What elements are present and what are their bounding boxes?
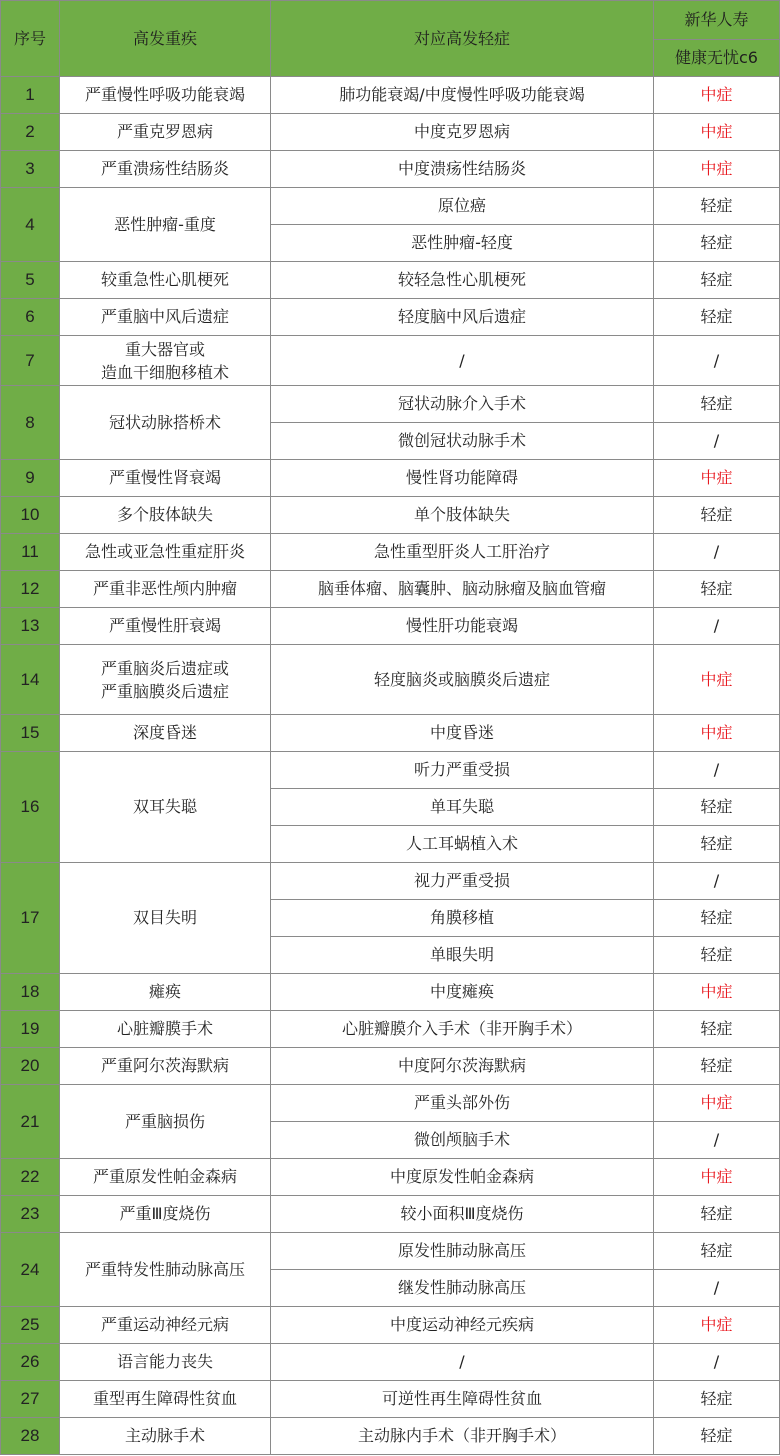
coverage-type-cell: 中症 bbox=[654, 1085, 780, 1122]
severe-illness-cell bbox=[60, 974, 271, 1011]
coverage-type-cell: 轻症 bbox=[654, 826, 780, 863]
coverage-type-cell: / bbox=[654, 863, 780, 900]
severe-illness-cell bbox=[60, 497, 271, 534]
severe-illness-cell bbox=[60, 534, 271, 571]
row-number: 10 bbox=[1, 497, 60, 534]
table-row bbox=[1, 645, 780, 715]
table-row bbox=[1, 77, 780, 114]
mild-illness-cell: 中度瘫痪 bbox=[271, 974, 654, 1011]
row-number: 13 bbox=[1, 608, 60, 645]
table-row bbox=[1, 571, 780, 608]
table-row bbox=[1, 460, 780, 497]
severe-illness-cell bbox=[60, 608, 271, 645]
table-row bbox=[1, 608, 780, 645]
table-row bbox=[1, 188, 780, 225]
mild-illness-cell: 轻度脑炎或脑膜炎后遗症 bbox=[271, 645, 654, 715]
header-company: 新华人寿 bbox=[654, 1, 780, 40]
severe-illness-cell bbox=[60, 299, 271, 336]
table-row bbox=[1, 1011, 780, 1048]
table-row bbox=[1, 1307, 780, 1344]
severe-illness-cell bbox=[60, 77, 271, 114]
coverage-type-cell: / bbox=[654, 336, 780, 386]
coverage-type-cell: 中症 bbox=[654, 1307, 780, 1344]
severe-illness-name: 严重脑膜炎后遗症 bbox=[100, 681, 229, 701]
mild-illness-cell: 人工耳蜗植入术 bbox=[271, 826, 654, 863]
severe-illness-cell bbox=[60, 1344, 271, 1381]
mild-illness-cell: 中度阿尔茨海默病 bbox=[271, 1048, 654, 1085]
table-row bbox=[1, 1344, 780, 1381]
severe-illness-name: 严重慢性呼吸功能衰竭 bbox=[84, 85, 245, 104]
row-number: 25 bbox=[1, 1307, 60, 1344]
severe-illness-name: 较重急性心肌梗死 bbox=[100, 270, 229, 289]
row-number: 15 bbox=[1, 715, 60, 752]
coverage-type-cell: 轻症 bbox=[654, 789, 780, 826]
coverage-type-cell: 轻症 bbox=[654, 1048, 780, 1085]
severe-illness-cell bbox=[60, 114, 271, 151]
mild-illness-cell: 恶性肿瘤-轻度 bbox=[271, 225, 654, 262]
table-row bbox=[1, 1048, 780, 1085]
coverage-type-cell: 轻症 bbox=[654, 1011, 780, 1048]
mild-illness-cell: 慢性肝功能衰竭 bbox=[271, 608, 654, 645]
row-number: 22 bbox=[1, 1159, 60, 1196]
row-number: 20 bbox=[1, 1048, 60, 1085]
table-row bbox=[1, 1085, 780, 1122]
severe-illness-cell bbox=[60, 1085, 271, 1159]
severe-illness-name: 瘫痪 bbox=[148, 982, 181, 1001]
coverage-type-cell: 轻症 bbox=[654, 188, 780, 225]
severe-illness-cell bbox=[60, 188, 271, 262]
table-row bbox=[1, 1159, 780, 1196]
mild-illness-cell: 轻度脑中风后遗症 bbox=[271, 299, 654, 336]
table-row bbox=[1, 336, 780, 386]
coverage-type-cell: 中症 bbox=[654, 715, 780, 752]
coverage-type-cell: 中症 bbox=[654, 151, 780, 188]
table-row bbox=[1, 752, 780, 789]
severe-illness-cell bbox=[60, 1011, 271, 1048]
mild-illness-cell: 单耳失聪 bbox=[271, 789, 654, 826]
row-number: 18 bbox=[1, 974, 60, 1011]
table-row bbox=[1, 974, 780, 1011]
table-row bbox=[1, 114, 780, 151]
mild-illness-cell: 中度运动神经元疾病 bbox=[271, 1307, 654, 1344]
mild-illness-cell: 脑垂体瘤、脑囊肿、脑动脉瘤及脑血管瘤 bbox=[271, 571, 654, 608]
table-row bbox=[1, 863, 780, 900]
coverage-type-cell: / bbox=[654, 752, 780, 789]
row-number: 16 bbox=[1, 752, 60, 863]
row-number: 21 bbox=[1, 1085, 60, 1159]
row-number: 5 bbox=[1, 262, 60, 299]
coverage-type-cell: 轻症 bbox=[654, 386, 780, 423]
mild-illness-cell: 较轻急性心肌梗死 bbox=[271, 262, 654, 299]
table-row bbox=[1, 262, 780, 299]
severe-illness-cell bbox=[60, 752, 271, 863]
severe-illness-name: 严重克罗恩病 bbox=[116, 122, 213, 141]
severe-illness-cell bbox=[60, 1233, 271, 1307]
coverage-type-cell: 轻症 bbox=[654, 1196, 780, 1233]
coverage-type-cell: 中症 bbox=[654, 645, 780, 715]
severe-illness-name: 恶性肿瘤-重度 bbox=[114, 214, 216, 234]
mild-illness-cell: 急性重型肝炎人工肝治疗 bbox=[271, 534, 654, 571]
mild-illness-cell: 继发性肺动脉高压 bbox=[271, 1270, 654, 1307]
table-row bbox=[1, 1381, 780, 1418]
table-row bbox=[1, 151, 780, 188]
severe-illness-name: 严重特发性肺动脉高压 bbox=[84, 1259, 245, 1279]
severe-illness-name: 语言能力丧失 bbox=[116, 1352, 213, 1371]
header-seq: 序号 bbox=[1, 1, 60, 77]
severe-illness-name: 重大器官或 bbox=[124, 339, 205, 359]
severe-illness-name: 多个肢体缺失 bbox=[116, 505, 213, 524]
row-number: 2 bbox=[1, 114, 60, 151]
severe-illness-name: 严重原发性帕金森病 bbox=[92, 1167, 237, 1186]
severe-illness-cell bbox=[60, 715, 271, 752]
mild-illness-cell: 原位癌 bbox=[271, 188, 654, 225]
coverage-type-cell: / bbox=[654, 423, 780, 460]
row-number: 9 bbox=[1, 460, 60, 497]
table-row bbox=[1, 1196, 780, 1233]
header-mild-illness: 对应高发轻症 bbox=[271, 1, 654, 77]
severe-illness-name: 主动脉手术 bbox=[124, 1426, 205, 1445]
mild-illness-cell: 可逆性再生障碍性贫血 bbox=[271, 1381, 654, 1418]
table-row bbox=[1, 1418, 780, 1455]
row-number: 26 bbox=[1, 1344, 60, 1381]
coverage-type-cell: 轻症 bbox=[654, 1233, 780, 1270]
severe-illness-name: 深度昏迷 bbox=[132, 723, 197, 742]
mild-illness-cell: / bbox=[271, 1344, 654, 1381]
severe-illness-name: 严重慢性肝衰竭 bbox=[108, 616, 221, 635]
severe-illness-cell bbox=[60, 571, 271, 608]
severe-illness-name: 造血干细胞移植术 bbox=[100, 362, 229, 382]
severe-illness-cell bbox=[60, 336, 271, 386]
row-number: 8 bbox=[1, 386, 60, 460]
table-body bbox=[1, 77, 780, 1455]
mild-illness-cell: 中度溃疡性结肠炎 bbox=[271, 151, 654, 188]
row-number: 28 bbox=[1, 1418, 60, 1455]
coverage-type-cell: / bbox=[654, 608, 780, 645]
severe-illness-cell bbox=[60, 1159, 271, 1196]
severe-illness-name: 双耳失聪 bbox=[132, 797, 197, 816]
header-severe-illness: 高发重疾 bbox=[60, 1, 271, 77]
mild-illness-cell: 听力严重受损 bbox=[271, 752, 654, 789]
severe-illness-cell bbox=[60, 1048, 271, 1085]
mild-illness-cell: 微创颅脑手术 bbox=[271, 1122, 654, 1159]
severe-illness-name: 重型再生障碍性贫血 bbox=[92, 1389, 237, 1408]
coverage-type-cell: 轻症 bbox=[654, 299, 780, 336]
severe-illness-name: 心脏瓣膜手术 bbox=[116, 1019, 213, 1038]
mild-illness-cell: 视力严重受损 bbox=[271, 863, 654, 900]
mild-illness-cell: 微创冠状动脉手术 bbox=[271, 423, 654, 460]
coverage-type-cell: 中症 bbox=[654, 77, 780, 114]
severe-illness-name: 严重溃疡性结肠炎 bbox=[100, 159, 229, 178]
severe-illness-name: 严重Ⅲ度烧伤 bbox=[119, 1204, 211, 1223]
table-row bbox=[1, 497, 780, 534]
severe-illness-cell bbox=[60, 460, 271, 497]
row-number: 17 bbox=[1, 863, 60, 974]
coverage-type-cell: 中症 bbox=[654, 1159, 780, 1196]
coverage-type-cell: / bbox=[654, 534, 780, 571]
row-number: 4 bbox=[1, 188, 60, 262]
row-number: 7 bbox=[1, 336, 60, 386]
severe-illness-cell bbox=[60, 1418, 271, 1455]
row-number: 1 bbox=[1, 77, 60, 114]
mild-illness-cell: 较小面积Ⅲ度烧伤 bbox=[271, 1196, 654, 1233]
severe-illness-name: 严重非恶性颅内肿瘤 bbox=[92, 579, 237, 598]
coverage-type-cell: / bbox=[654, 1344, 780, 1381]
row-number: 27 bbox=[1, 1381, 60, 1418]
mild-illness-cell: 冠状动脉介入手术 bbox=[271, 386, 654, 423]
table-row bbox=[1, 534, 780, 571]
severe-illness-cell bbox=[60, 386, 271, 460]
severe-illness-name: 急性或亚急性重症肝炎 bbox=[84, 542, 245, 561]
severe-illness-cell bbox=[60, 151, 271, 188]
severe-illness-cell bbox=[60, 863, 271, 974]
coverage-type-cell: 中症 bbox=[654, 114, 780, 151]
coverage-type-cell: 轻症 bbox=[654, 937, 780, 974]
row-number: 24 bbox=[1, 1233, 60, 1307]
coverage-type-cell: 中症 bbox=[654, 460, 780, 497]
severe-illness-name: 严重脑中风后遗症 bbox=[100, 307, 229, 326]
severe-illness-name: 严重脑炎后遗症或 bbox=[100, 658, 229, 678]
mild-illness-cell: 单个肢体缺失 bbox=[271, 497, 654, 534]
coverage-type-cell: 轻症 bbox=[654, 1418, 780, 1455]
row-number: 23 bbox=[1, 1196, 60, 1233]
table-row bbox=[1, 299, 780, 336]
table-row bbox=[1, 386, 780, 423]
coverage-type-cell: 轻症 bbox=[654, 571, 780, 608]
header-product: 健康无忧c6 bbox=[654, 40, 780, 77]
mild-illness-cell: 中度原发性帕金森病 bbox=[271, 1159, 654, 1196]
severe-illness-cell bbox=[60, 1381, 271, 1418]
coverage-type-cell: 中症 bbox=[654, 974, 780, 1011]
severe-illness-name: 严重慢性肾衰竭 bbox=[108, 468, 221, 487]
row-number: 19 bbox=[1, 1011, 60, 1048]
severe-illness-name: 冠状动脉搭桥术 bbox=[108, 412, 221, 432]
table-row bbox=[1, 715, 780, 752]
row-number: 3 bbox=[1, 151, 60, 188]
mild-illness-cell: 主动脉内手术（非开胸手术） bbox=[271, 1418, 654, 1455]
row-number: 14 bbox=[1, 645, 60, 715]
coverage-type-cell: / bbox=[654, 1270, 780, 1307]
mild-illness-cell: / bbox=[271, 336, 654, 386]
mild-illness-cell: 慢性肾功能障碍 bbox=[271, 460, 654, 497]
severe-illness-name: 严重阿尔茨海默病 bbox=[100, 1056, 229, 1075]
row-number: 6 bbox=[1, 299, 60, 336]
mild-illness-cell: 中度昏迷 bbox=[271, 715, 654, 752]
mild-illness-cell: 中度克罗恩病 bbox=[271, 114, 654, 151]
mild-illness-cell: 原发性肺动脉高压 bbox=[271, 1233, 654, 1270]
mild-illness-cell: 严重头部外伤 bbox=[271, 1085, 654, 1122]
row-number: 12 bbox=[1, 571, 60, 608]
mild-illness-cell: 角膜移植 bbox=[271, 900, 654, 937]
severe-illness-cell bbox=[60, 645, 271, 715]
coverage-type-cell: 轻症 bbox=[654, 900, 780, 937]
severe-illness-cell bbox=[60, 1196, 271, 1233]
mild-illness-cell: 肺功能衰竭/中度慢性呼吸功能衰竭 bbox=[271, 77, 654, 114]
coverage-type-cell: 轻症 bbox=[654, 1381, 780, 1418]
table-row bbox=[1, 1233, 780, 1270]
coverage-type-cell: 轻症 bbox=[654, 262, 780, 299]
row-number: 11 bbox=[1, 534, 60, 571]
severe-illness-name: 严重运动神经元病 bbox=[100, 1315, 229, 1334]
mild-illness-cell: 单眼失明 bbox=[271, 937, 654, 974]
severe-illness-name: 严重脑损伤 bbox=[124, 1111, 205, 1131]
coverage-type-cell: / bbox=[654, 1122, 780, 1159]
table-header bbox=[1, 1, 780, 77]
severe-illness-cell bbox=[60, 262, 271, 299]
severe-illness-name: 双目失明 bbox=[132, 908, 197, 927]
severe-illness-cell bbox=[60, 1307, 271, 1344]
mild-illness-cell: 心脏瓣膜介入手术（非开胸手术） bbox=[271, 1011, 654, 1048]
coverage-type-cell: 轻症 bbox=[654, 497, 780, 534]
coverage-type-cell: 轻症 bbox=[654, 225, 780, 262]
